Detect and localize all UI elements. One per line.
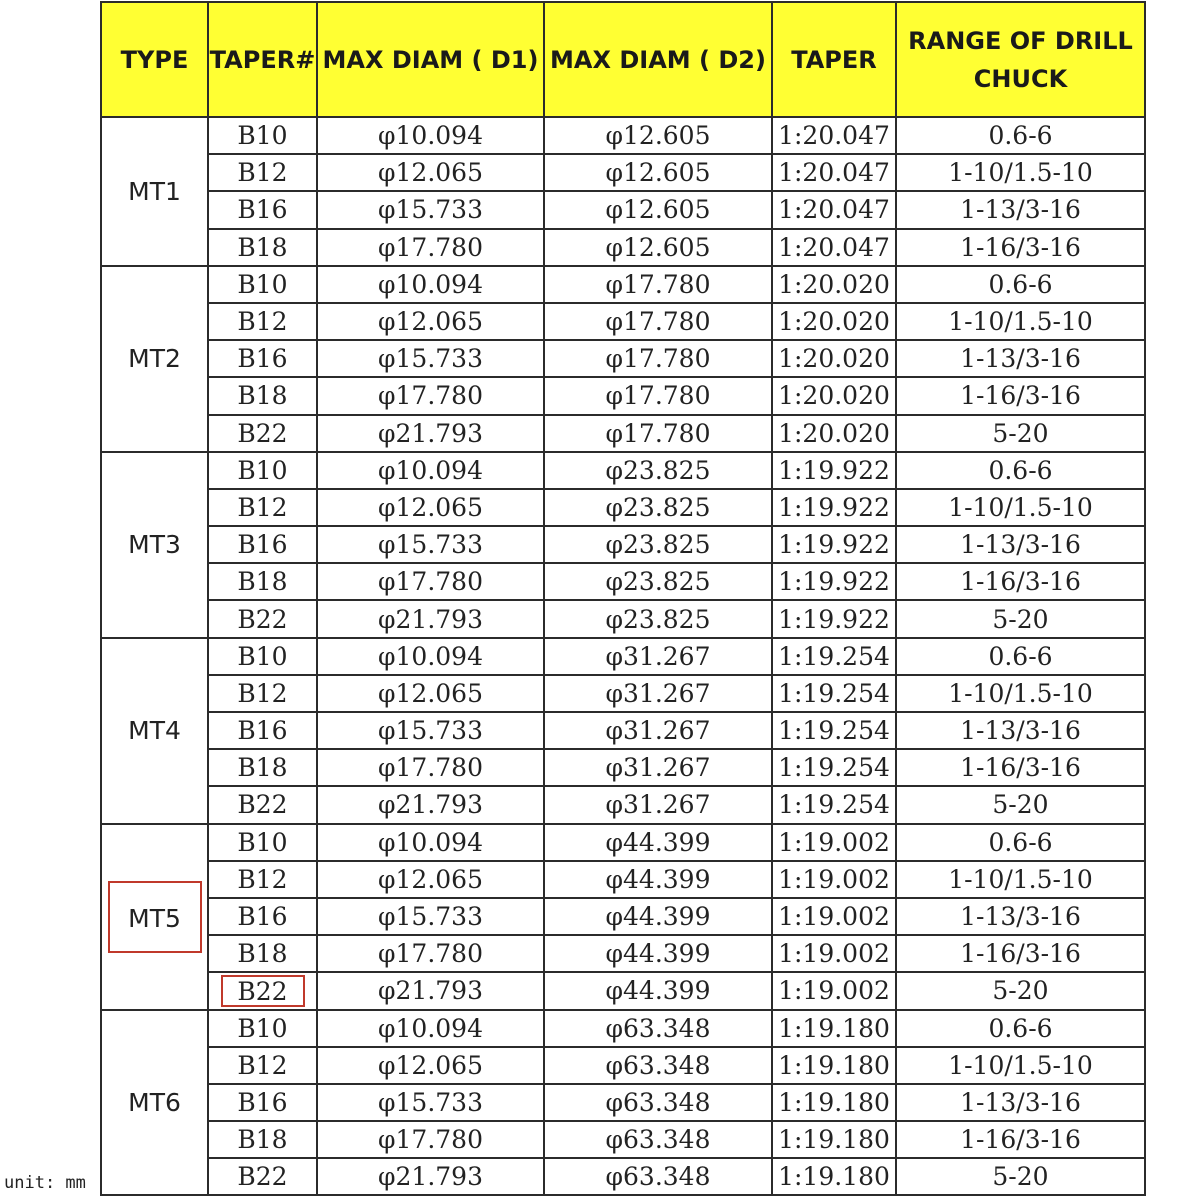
chuck-range-cell: 1-16/3-16 [896, 229, 1145, 266]
taper-cell: B16 [208, 712, 317, 749]
d2-cell: φ12.605 [544, 229, 772, 266]
taper-cell: B12 [208, 675, 317, 712]
table-row [101, 898, 1145, 935]
d1-cell: φ17.780 [317, 229, 544, 266]
chuck-range-cell: 1-10/1.5-10 [896, 1047, 1145, 1084]
header-max-diam-d1: MAX DIAM ( D1) [317, 2, 544, 117]
table-row [101, 415, 1145, 452]
taper-ratio-cell: 1:20.020 [772, 377, 896, 414]
d2-cell: φ63.348 [544, 1047, 772, 1084]
taper-ratio-cell: 1:19.254 [772, 638, 896, 675]
taper-ratio-cell: 1:19.002 [772, 972, 896, 1009]
header-taper: TAPER [772, 2, 896, 117]
table-row [101, 340, 1145, 377]
taper-cell: B12 [208, 303, 317, 340]
table-row [101, 526, 1145, 563]
table-row [101, 266, 1145, 303]
d2-cell: φ17.780 [544, 303, 772, 340]
chuck-range-cell: 1-16/3-16 [896, 563, 1145, 600]
chuck-range-cell: 0.6-6 [896, 1010, 1145, 1047]
taper-cell: B10 [208, 266, 317, 303]
d2-cell: φ63.348 [544, 1158, 772, 1195]
table-row [101, 972, 1145, 1009]
type-cell [101, 1010, 208, 1196]
d2-cell: φ23.825 [544, 489, 772, 526]
chuck-range-cell: 5-20 [896, 972, 1145, 1009]
taper-cell: B18 [208, 1121, 317, 1158]
taper-ratio-cell: 1:19.180 [772, 1010, 896, 1047]
d1-cell: φ17.780 [317, 749, 544, 786]
d1-cell: φ21.793 [317, 415, 544, 452]
table-row [101, 1084, 1145, 1121]
d1-cell: φ21.793 [317, 786, 544, 823]
type-label: MT1 [128, 176, 181, 206]
taper-ratio-cell: 1:19.002 [772, 824, 896, 861]
chuck-range-cell: 0.6-6 [896, 452, 1145, 489]
d2-cell: φ17.780 [544, 377, 772, 414]
d1-cell: φ12.065 [317, 861, 544, 898]
chuck-range-cell: 0.6-6 [896, 824, 1145, 861]
chuck-range-cell: 0.6-6 [896, 638, 1145, 675]
chuck-range-cell: 1-10/1.5-10 [896, 154, 1145, 191]
table-row [101, 1010, 1145, 1047]
d1-cell: φ10.094 [317, 452, 544, 489]
d1-cell: φ12.065 [317, 154, 544, 191]
taper-cell: B18 [208, 935, 317, 972]
d1-cell: φ10.094 [317, 117, 544, 154]
table-row [101, 712, 1145, 749]
chuck-range-cell: 1-13/3-16 [896, 712, 1145, 749]
taper-ratio-cell: 1:19.002 [772, 898, 896, 935]
d2-cell: φ23.825 [544, 452, 772, 489]
taper-ratio-cell: 1:19.922 [772, 489, 896, 526]
header-drill-chuck-range: RANGE OF DRILL CHUCK [896, 2, 1145, 117]
taper-cell: B16 [208, 898, 317, 935]
d2-cell: φ44.399 [544, 972, 772, 1009]
table-row [101, 563, 1145, 600]
taper-ratio-cell: 1:19.002 [772, 935, 896, 972]
table-row [101, 117, 1145, 154]
table-row [101, 229, 1145, 266]
table-row [101, 1047, 1145, 1084]
type-cell [101, 266, 208, 452]
taper-cell: B22 [208, 415, 317, 452]
taper-cell: B18 [208, 377, 317, 414]
taper-ratio-cell: 1:19.180 [772, 1158, 896, 1195]
type-label: MT5 [108, 881, 202, 953]
taper-cell: B10 [208, 824, 317, 861]
d2-cell: φ44.399 [544, 824, 772, 861]
table-row [101, 377, 1145, 414]
chuck-range-cell: 1-10/1.5-10 [896, 303, 1145, 340]
chuck-range-cell: 1-13/3-16 [896, 526, 1145, 563]
d1-cell: φ15.733 [317, 526, 544, 563]
d1-cell: φ10.094 [317, 1010, 544, 1047]
d1-cell: φ17.780 [317, 563, 544, 600]
header-max-diam-d2: MAX DIAM ( D2) [544, 2, 772, 117]
table-row [101, 638, 1145, 675]
header-type: TYPE [101, 2, 208, 117]
d1-cell: φ21.793 [317, 972, 544, 1009]
d1-cell: φ12.065 [317, 1047, 544, 1084]
chuck-range-cell: 5-20 [896, 600, 1145, 637]
table-row [101, 1121, 1145, 1158]
taper-ratio-cell: 1:19.254 [772, 712, 896, 749]
taper-ratio-cell: 1:19.254 [772, 786, 896, 823]
taper-ratio-cell: 1:20.047 [772, 117, 896, 154]
taper-cell: B12 [208, 861, 317, 898]
d1-cell: φ15.733 [317, 191, 544, 228]
header-row [101, 2, 1145, 117]
taper-cell: B22 [208, 1158, 317, 1195]
d2-cell: φ31.267 [544, 638, 772, 675]
taper-ratio-cell: 1:19.922 [772, 600, 896, 637]
d2-cell: φ63.348 [544, 1121, 772, 1158]
header-taper-number: TAPER# [208, 2, 317, 117]
taper-cell: B10 [208, 1010, 317, 1047]
chuck-range-cell: 1-13/3-16 [896, 340, 1145, 377]
table-row [101, 452, 1145, 489]
taper-cell: B16 [208, 191, 317, 228]
taper-cell: B10 [208, 638, 317, 675]
taper-cell: B22 [208, 786, 317, 823]
taper-ratio-cell: 1:20.020 [772, 340, 896, 377]
chuck-range-cell: 1-13/3-16 [896, 1084, 1145, 1121]
table-row [101, 824, 1145, 861]
morse-taper-table [100, 1, 1146, 1196]
taper-cell: B18 [208, 229, 317, 266]
d2-cell: φ23.825 [544, 563, 772, 600]
chuck-range-cell: 1-16/3-16 [896, 1121, 1145, 1158]
chuck-range-cell: 1-13/3-16 [896, 191, 1145, 228]
type-label: MT6 [128, 1087, 181, 1117]
taper-ratio-cell: 1:19.922 [772, 526, 896, 563]
table-row [101, 861, 1145, 898]
type-label: MT2 [128, 344, 181, 374]
d1-cell: φ17.780 [317, 935, 544, 972]
d2-cell: φ23.825 [544, 526, 772, 563]
d2-cell: φ17.780 [544, 266, 772, 303]
taper-ratio-cell: 1:20.047 [772, 154, 896, 191]
d2-cell: φ31.267 [544, 786, 772, 823]
taper-ratio-cell: 1:19.254 [772, 749, 896, 786]
chuck-range-cell: 1-10/1.5-10 [896, 861, 1145, 898]
d2-cell: φ44.399 [544, 898, 772, 935]
table-row [101, 935, 1145, 972]
table-row [101, 489, 1145, 526]
d2-cell: φ31.267 [544, 675, 772, 712]
d1-cell: φ17.780 [317, 377, 544, 414]
d1-cell: φ17.780 [317, 1121, 544, 1158]
d1-cell: φ12.065 [317, 303, 544, 340]
d1-cell: φ12.065 [317, 489, 544, 526]
taper-ratio-cell: 1:19.180 [772, 1047, 896, 1084]
taper-cell: B10 [208, 452, 317, 489]
d1-cell: φ10.094 [317, 266, 544, 303]
d1-cell: φ10.094 [317, 824, 544, 861]
taper-ratio-cell: 1:20.020 [772, 415, 896, 452]
taper-cell [208, 972, 317, 1009]
chuck-range-cell: 5-20 [896, 1158, 1145, 1195]
taper-cell: B22 [208, 600, 317, 637]
type-cell [101, 824, 208, 1010]
type-cell [101, 117, 208, 266]
taper-ratio-cell: 1:20.047 [772, 229, 896, 266]
table-row [101, 191, 1145, 228]
d2-cell: φ17.780 [544, 415, 772, 452]
taper-cell: B12 [208, 1047, 317, 1084]
chuck-range-cell: 1-10/1.5-10 [896, 675, 1145, 712]
taper-cell: B16 [208, 1084, 317, 1121]
taper-cell: B10 [208, 117, 317, 154]
d1-cell: φ15.733 [317, 712, 544, 749]
taper-ratio-cell: 1:20.020 [772, 303, 896, 340]
table-row [101, 749, 1145, 786]
table-body [101, 117, 1145, 1195]
taper-ratio-cell: 1:19.922 [772, 452, 896, 489]
taper-ratio-cell: 1:19.180 [772, 1084, 896, 1121]
table-row [101, 786, 1145, 823]
d2-cell: φ44.399 [544, 861, 772, 898]
d1-cell: φ21.793 [317, 1158, 544, 1195]
d2-cell: φ23.825 [544, 600, 772, 637]
d1-cell: φ12.065 [317, 675, 544, 712]
unit-note: unit: mm [4, 1173, 86, 1193]
chuck-range-cell: 1-16/3-16 [896, 377, 1145, 414]
taper-ratio-cell: 1:20.020 [772, 266, 896, 303]
type-cell [101, 638, 208, 824]
chuck-range-cell: 0.6-6 [896, 266, 1145, 303]
d2-cell: φ31.267 [544, 749, 772, 786]
type-label: MT3 [128, 530, 181, 560]
highlighted-taper-label: B22 [221, 975, 305, 1007]
taper-ratio-cell: 1:20.047 [772, 191, 896, 228]
d2-cell: φ12.605 [544, 191, 772, 228]
d1-cell: φ21.793 [317, 600, 544, 637]
table-row [101, 675, 1145, 712]
chuck-range-cell: 1-13/3-16 [896, 898, 1145, 935]
taper-cell: B12 [208, 489, 317, 526]
type-label: MT4 [128, 716, 181, 746]
d2-cell: φ12.605 [544, 117, 772, 154]
d2-cell: φ31.267 [544, 712, 772, 749]
chuck-range-cell: 1-10/1.5-10 [896, 489, 1145, 526]
d1-cell: φ10.094 [317, 638, 544, 675]
d1-cell: φ15.733 [317, 340, 544, 377]
table-row [101, 600, 1145, 637]
chuck-range-cell: 1-16/3-16 [896, 935, 1145, 972]
d2-cell: φ63.348 [544, 1084, 772, 1121]
taper-cell: B16 [208, 340, 317, 377]
type-cell [101, 452, 208, 638]
chuck-range-cell: 1-16/3-16 [896, 749, 1145, 786]
d1-cell: φ15.733 [317, 898, 544, 935]
taper-ratio-cell: 1:19.180 [772, 1121, 896, 1158]
chuck-range-cell: 5-20 [896, 415, 1145, 452]
d2-cell: φ63.348 [544, 1010, 772, 1047]
taper-cell: B12 [208, 154, 317, 191]
table-row [101, 1158, 1145, 1195]
d2-cell: φ44.399 [544, 935, 772, 972]
taper-ratio-cell: 1:19.002 [772, 861, 896, 898]
d2-cell: φ12.605 [544, 154, 772, 191]
taper-cell: B18 [208, 749, 317, 786]
taper-ratio-cell: 1:19.254 [772, 675, 896, 712]
chuck-range-cell: 0.6-6 [896, 117, 1145, 154]
taper-cell: B16 [208, 526, 317, 563]
taper-ratio-cell: 1:19.922 [772, 563, 896, 600]
d1-cell: φ15.733 [317, 1084, 544, 1121]
d2-cell: φ17.780 [544, 340, 772, 377]
taper-cell: B18 [208, 563, 317, 600]
table-row [101, 154, 1145, 191]
table-row [101, 303, 1145, 340]
chuck-range-cell: 5-20 [896, 786, 1145, 823]
